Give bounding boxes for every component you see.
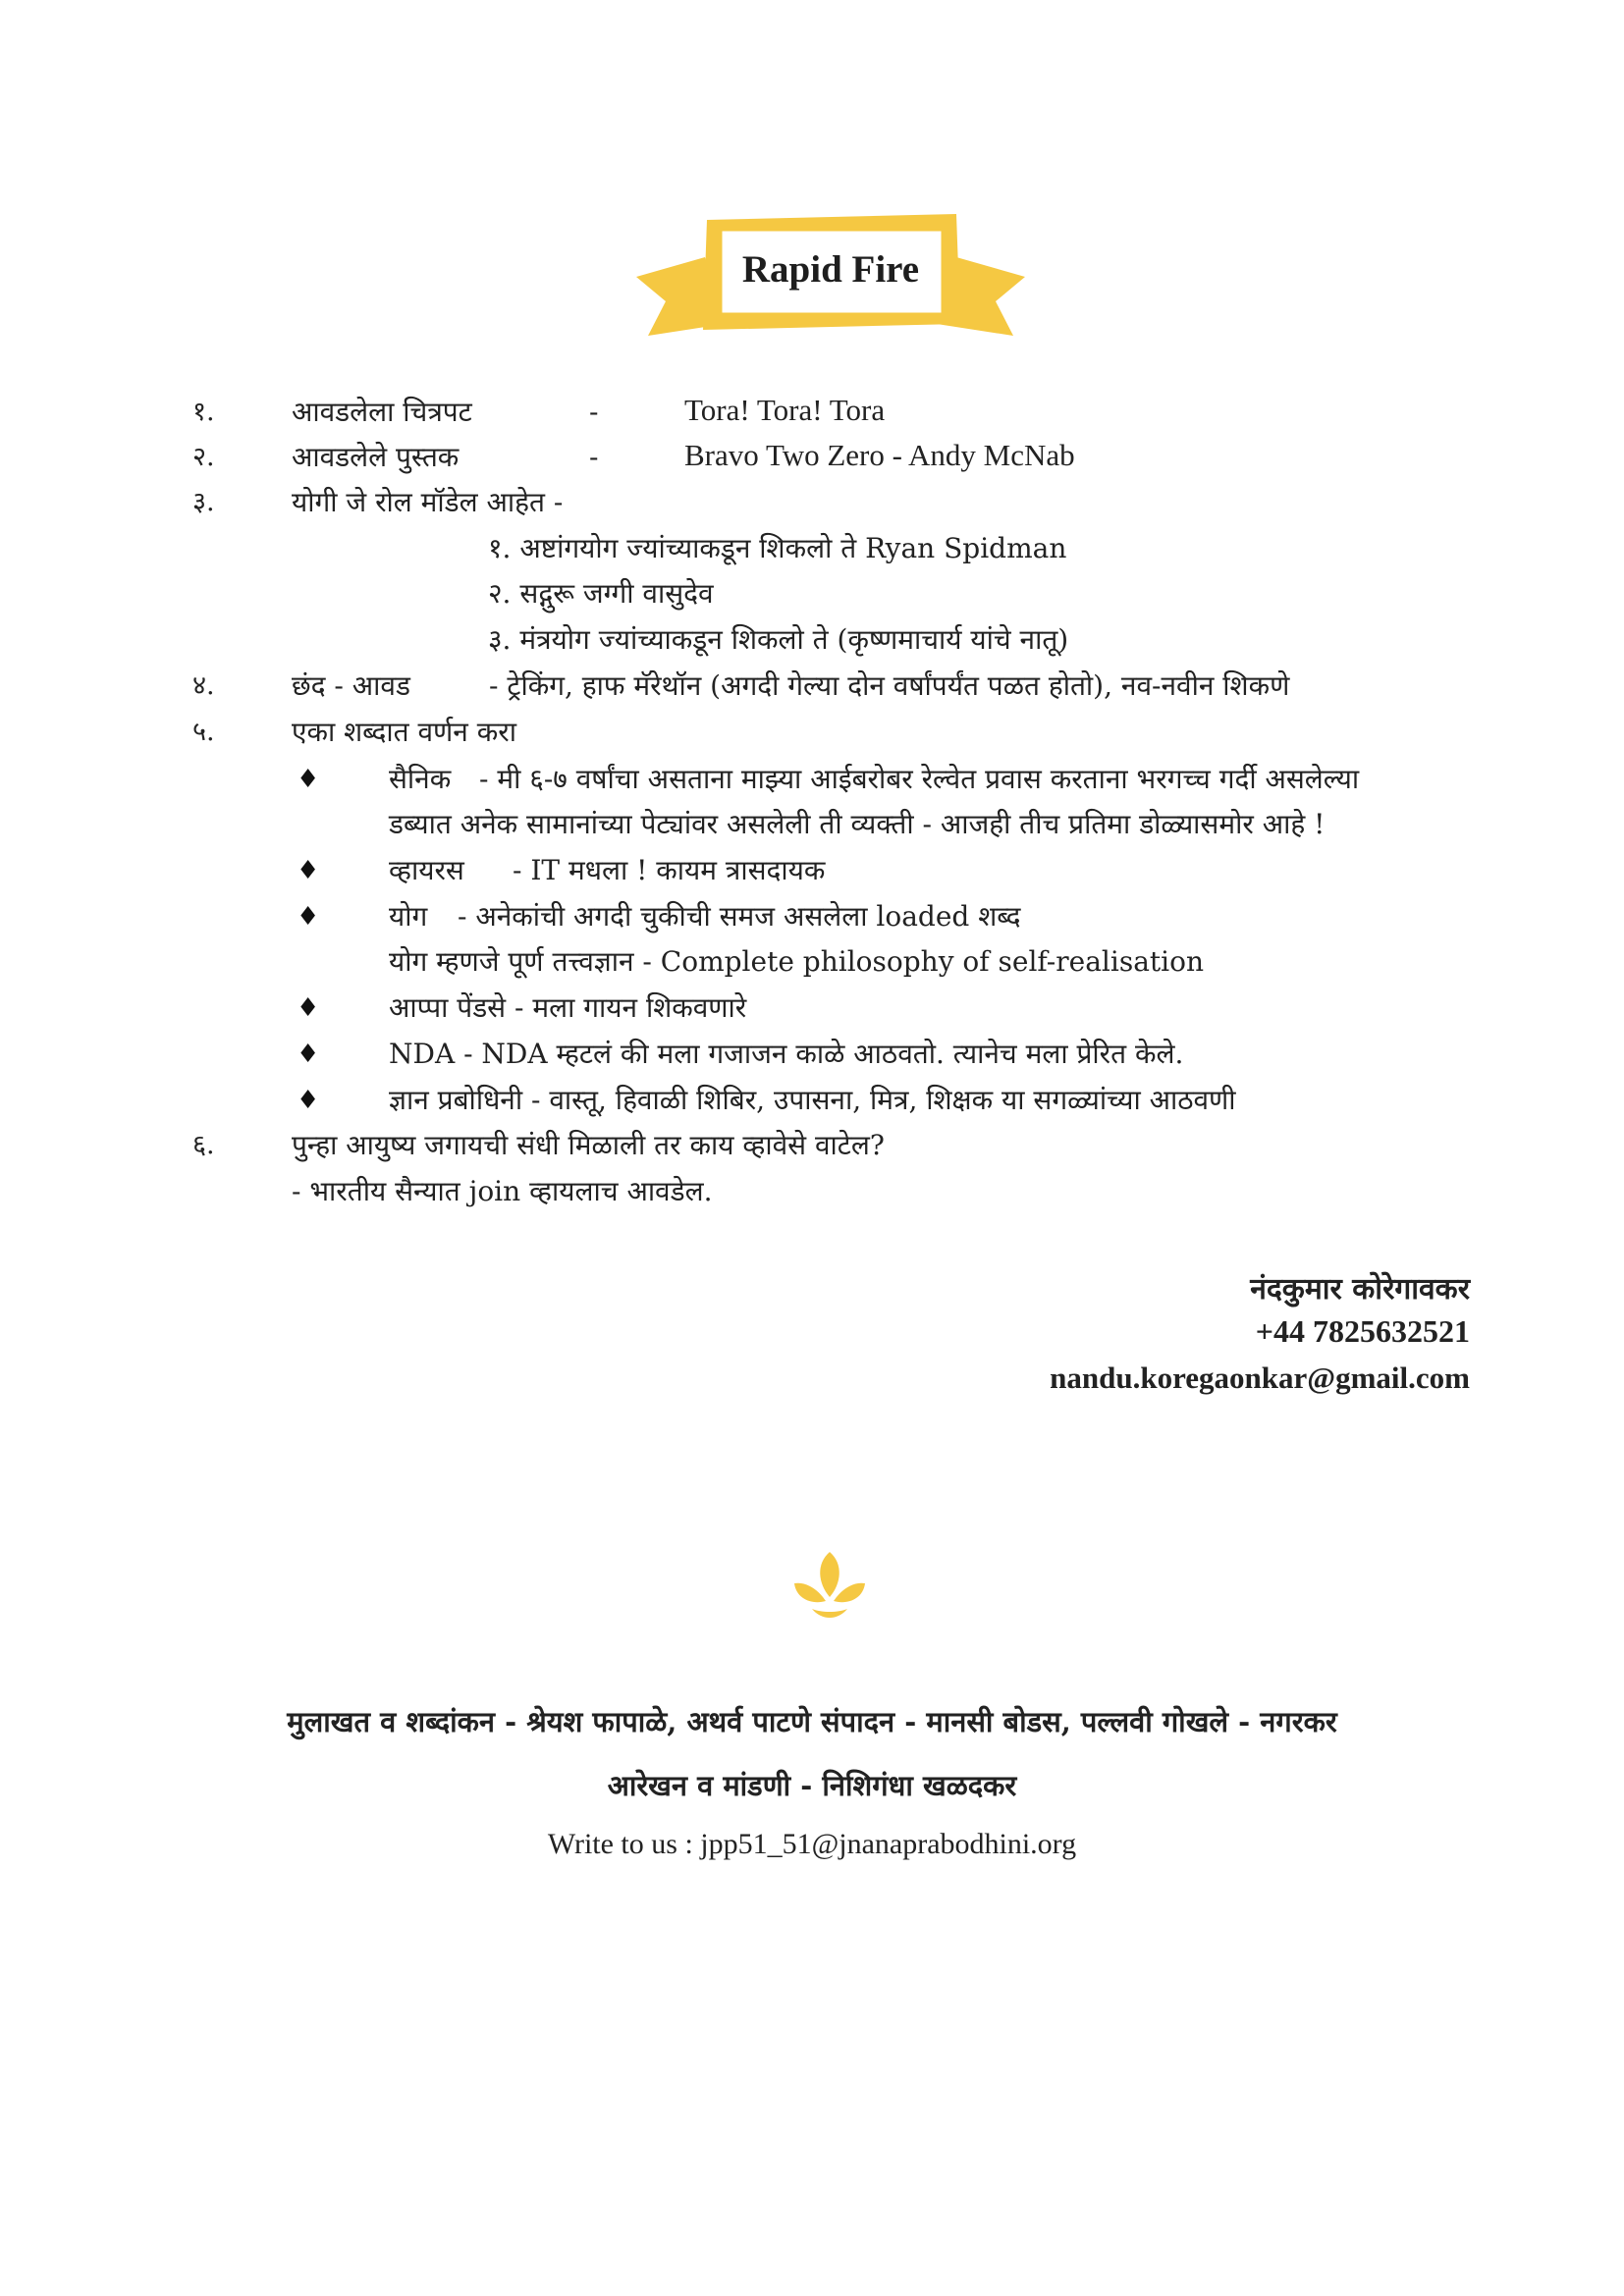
item-value: Tora! Tora! Tora [684, 393, 886, 427]
item-answer: - भारतीय सैन्यात join व्हायलाच आवडेल. [292, 1175, 713, 1207]
item-dash: - [589, 396, 599, 428]
item-number: ३. [192, 487, 215, 517]
author-email: nandu.koregaonkar@gmail.com [1050, 1361, 1470, 1395]
item-label: एका शब्दात वर्णन करा [292, 716, 516, 748]
author-name: नंदकुमार कोरेगावकर [1250, 1272, 1470, 1307]
word-description: - मी ६-७ वर्षांचा असताना माझ्या आईबरोबर रेल्वेत प्रवास करताना भरगच्च गर्दी असलेल्या [479, 763, 1360, 795]
item-label: आवडलेले पुस्तक [292, 441, 460, 473]
yogi-list-item: १. अष्टांगयोग ज्यांच्याकडून शिकलो ते Ryan Spidman [488, 532, 1067, 564]
word-entry: ज्ञान प्रबोधिनी - वास्तू, हिवाळी शिबिर, उपासना, मित्र, शिक्षक या सगळ्यांच्या आठवणी [389, 1084, 1236, 1116]
item-label: पुन्हा आयुष्य जगायची संधी मिळाली तर काय व्हावेसे वाटेल? [292, 1129, 885, 1161]
word-entry: NDA - NDA म्हटलं की मला गजाजन काळे आठवतो. त्यानेच मला प्रेरित केले. [389, 1038, 1184, 1070]
item-number: ६. [192, 1130, 215, 1160]
item-label: आवडलेला चित्रपट [292, 396, 472, 428]
yogi-list-item: २. सद्गुरू जग्गी वासुदेव [488, 577, 714, 610]
yogi-list-item: ३. मंत्रयोग ज्यांच्याकडून शिकलो ते (कृष्णमाचार्य यांचे नातू) [488, 623, 1069, 656]
word-description: - अनेकांची अगदी चुकीची समज असलेला loaded शब्द [458, 900, 1021, 933]
word-description-cont: डब्यात अनेक सामानांच्या पेट्यांवर असलेली ती व्यक्ती - आजही तीच प्रतिमा डोळ्यासमोर आहे ! [389, 808, 1326, 840]
item-dash: - [589, 441, 599, 473]
item-label: छंद - आवड [292, 669, 410, 702]
jnana-prabodhini-logo-icon [788, 1548, 871, 1627]
bullet-icon: ♦ [297, 1040, 320, 1069]
banner-title: Rapid Fire [741, 248, 920, 291]
word-term: सैनिक [389, 763, 452, 795]
bullet-icon: ♦ [297, 765, 320, 794]
word-entry: आप्पा पेंडसे - मला गायन शिकवणारे [389, 991, 747, 1024]
word-description-cont: योग म्हणजे पूर्ण तत्त्वज्ञान - Complete philosophy of self-realisation [389, 945, 1204, 978]
item-number: १. [192, 397, 215, 427]
credits-contact: Write to us : jpp51_51@jnanaprabodhini.org [547, 1828, 1077, 1860]
item-number: ४. [192, 670, 215, 701]
bullet-icon: ♦ [297, 993, 320, 1023]
bullet-icon: ♦ [297, 856, 320, 885]
item-value: Bravo Two Zero - Andy McNab [684, 438, 1075, 472]
word-term: योग [389, 900, 428, 933]
item-number: २. [192, 442, 215, 472]
rapid-fire-banner [636, 208, 1025, 355]
credits-design: आरेखन व मांडणी - निशिगंधा खळदकर [607, 1769, 1017, 1802]
item-label: योगी जे रोल मॉडेल आहेत - [292, 486, 564, 518]
item-value: - ट्रेकिंग, हाफ मॅरेथॉन (अगदी गेल्या दोन वर्षांपर्यंत पळत होतो), नव-नवीन शिकणे [489, 669, 1290, 702]
bullet-icon: ♦ [297, 902, 320, 932]
item-number: ५. [192, 717, 215, 747]
bullet-icon: ♦ [297, 1086, 320, 1115]
word-description: - IT मधला ! कायम त्रासदायक [513, 854, 826, 886]
author-phone: +44 7825632521 [1255, 1313, 1470, 1349]
word-term: व्हायरस [389, 854, 464, 886]
credits-interview: मुलाखत व शब्दांकन - श्रेयश फापाळे, अथर्व पाटणे संपादन - मानसी बोडस, पल्लवी गोखले - नगरकर [287, 1705, 1337, 1738]
